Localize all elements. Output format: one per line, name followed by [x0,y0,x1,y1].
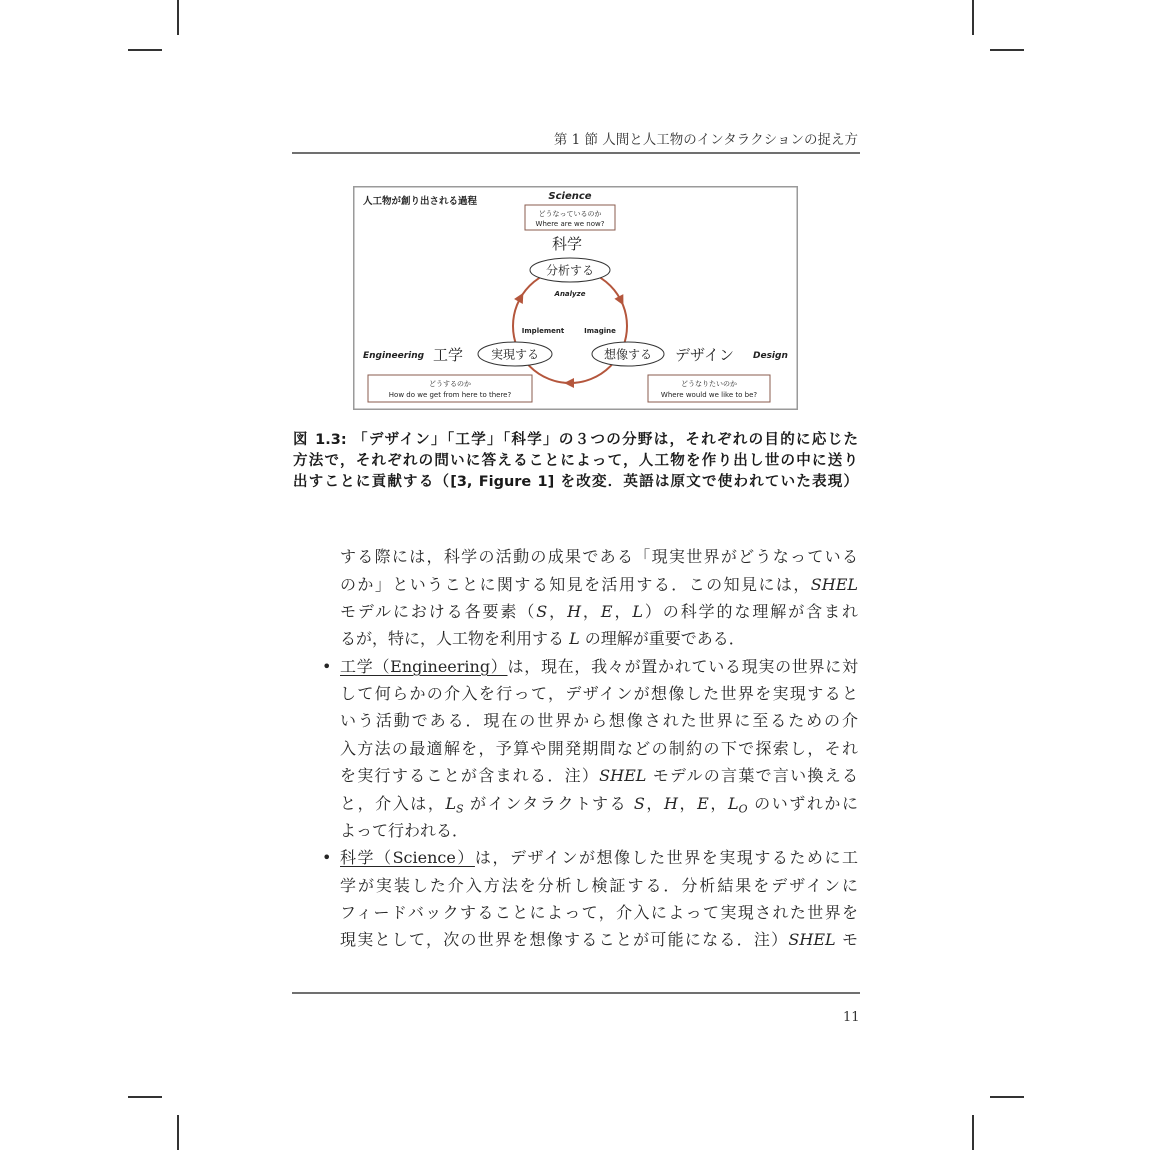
term-engineering: 工学（Engineering） [340,656,508,676]
text-run: 入方法の最適解を，予算や開発期間などの制約の下で探索し，それ [340,738,858,758]
body-text [322,543,858,953]
text-run: よって行われる． [340,820,469,840]
crop-mark-bottom-right-vertical [972,1115,974,1150]
crop-mark-top-left-horizontal [128,49,162,51]
crop-mark-top-left-vertical [177,0,179,35]
list-item-science [322,844,858,871]
text-run: ， [677,793,698,813]
math-symbol: S [633,793,645,813]
crop-mark-top-right-vertical [972,0,974,35]
text-run: モデルにおける各要素（ [340,602,537,622]
caption-line: 方法で，それぞれの問いに答えることによって，人工物を作り出し世の中に送り [293,452,858,469]
math-symbol: L [445,793,457,813]
body-line [340,762,858,789]
text-run: がインタラクトする [463,793,634,813]
body-line [340,735,858,762]
crop-mark-bottom-right-horizontal [990,1096,1024,1098]
math-symbol: S [536,602,548,622]
science-question-ja: どうなっているのか [538,210,602,218]
math-term: SHEL [599,766,647,786]
figure-caption [293,430,858,493]
math-symbol: L [727,793,739,813]
science-label-ja: 科学 [551,235,583,253]
text-run: ）の科学的な理解が含まれ [642,602,858,622]
science-question-en: Where are we now? [535,220,605,228]
header-rule [292,152,860,154]
imagine-node-label: 想像する [603,347,653,362]
text-run: モ [835,930,858,950]
footer-rule [292,992,860,994]
design-label-ja: デザイン [675,346,734,364]
math-symbol: L [632,602,643,622]
body-line [340,899,858,926]
imagine-label-en: Imagine [584,327,616,335]
text-run: を実行することが含まれる．注） [340,766,600,786]
list-item-engineering [322,653,858,680]
text-run: は，デザインが想像した世界を実現するために工 [474,848,858,868]
text-run: と，介入は， [340,793,446,813]
math-subscript: S [456,801,464,815]
body-line [340,790,858,817]
design-label-en: Design [753,351,788,361]
body-line [340,872,858,899]
body-line [340,817,858,844]
text-run: のか」ということに関する知見を活用する．この知見には， [340,574,811,594]
math-term: SHEL [788,930,836,950]
body-line [340,926,858,953]
body-line [340,543,858,570]
caption-line: 図 1.3: 「デザイン」「工学」「科学」の３つの分野は，それぞれの目的に応じた [293,431,858,448]
text-run: るが，特に，人工物を利用する [340,629,570,649]
text-run: は，現在，我々が置かれている現実の世界に対 [507,656,858,676]
body-line [340,707,858,734]
bullet: • [322,656,332,676]
body-line [340,571,858,598]
text-run: して何らかの介入を行って，デザインが想像した世界を実現すると [340,684,858,704]
analyze-node-label: 分析する [545,263,595,278]
body-line [340,625,858,652]
text-run: ， [581,602,601,622]
implement-label-en: Implement [521,327,565,335]
crop-mark-bottom-left-horizontal [128,1096,162,1098]
math-symbol: L [569,629,580,649]
caption-line: 出すことに貢献する（[3, Figure 1] を改変．英語は原文で使われていた表現） [293,473,858,490]
running-title: 第 1 節 人間と人工物のインタラクションの捉え方 [553,132,858,148]
implement-node-label: 実現する [490,347,540,362]
page-number: 11 [843,1010,860,1025]
math-term: SHEL [810,574,858,594]
text-run: ， [708,793,728,813]
engineering-label-ja: 工学 [433,346,464,364]
text-run: の理解が重要である． [579,629,745,649]
math-symbol: H [567,602,582,622]
figure-diagram [353,186,798,410]
engineering-question-en: How do we get from here to there? [388,391,512,399]
crop-mark-top-right-horizontal [990,49,1024,51]
science-label-en: Science [548,191,592,202]
text-run: ， [547,602,568,622]
bullet: • [322,848,332,868]
text-run: モデルの言葉で言い換える [646,766,858,786]
text-run: 現実として，次の世界を想像することが可能になる．注） [340,930,789,950]
figure-1-3 [353,186,798,410]
figure-title: 人工物が創り出される過程 [363,196,478,207]
design-question-en: Where would we like to be? [660,391,758,399]
design-question-ja: どうなりたいのか [681,380,737,388]
math-subscript: O [738,801,748,815]
text-run: いう活動である．現在の世界から想像された世界に至るための介 [340,711,858,731]
engineering-question-ja: どうするのか [429,380,471,388]
math-symbol: E [697,793,709,813]
text-run: する際には，科学の活動の成果である「現実世界がどうなっている [340,547,858,567]
math-symbol: E [600,602,613,622]
crop-mark-bottom-left-vertical [177,1115,179,1150]
text-run: のいずれかに [747,793,858,813]
engineering-label-en: Engineering [363,351,425,361]
text-run: ， [644,793,664,813]
body-line [340,598,858,625]
analyze-label-en: Analyze [554,290,586,298]
text-run: 学が実装した介入方法を分析し検証する．分析結果をデザインに [340,875,858,895]
term-science: 科学（Science） [340,848,475,868]
math-symbol: H [663,793,678,813]
text-run: フィードバックすることによって，介入によって実現された世界を [340,902,858,922]
body-line [340,680,858,707]
text-run: ， [612,602,633,622]
